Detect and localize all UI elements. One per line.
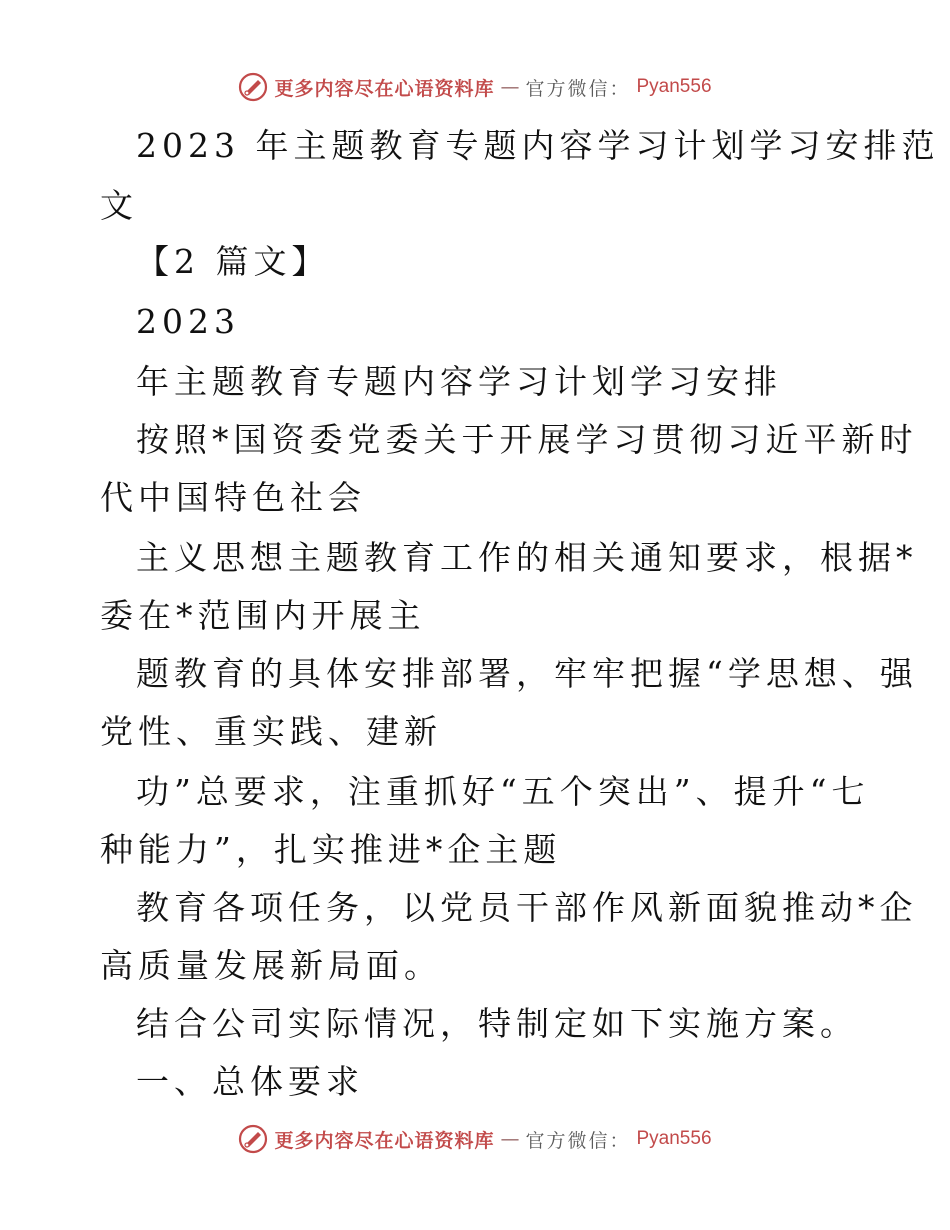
- watermark-official-label: 官方微信：: [525, 77, 631, 100]
- watermark-brand: 更多内容尽在心语资料库: [274, 77, 495, 100]
- document-title-line-1: 2023 年主题教育专题内容学习计划学习安排范: [136, 126, 940, 165]
- watermark-footer: [0, 1124, 950, 1154]
- watermark-account: Pyan556: [636, 76, 712, 97]
- document-subtitle: 【2 篇文】: [136, 242, 330, 281]
- paragraph-line: 题教育的具体安排部署，牢牢把握“学思想、强: [136, 654, 918, 693]
- watermark-dash: —: [500, 1128, 520, 1150]
- watermark-official-label: 官方微信：: [525, 1129, 631, 1152]
- paragraph-line: 党性、重实践、建新: [100, 712, 442, 751]
- paragraph-line: 主义思想主题教育工作的相关通知要求，根据*: [136, 538, 918, 577]
- paragraph-line: 高质量发展新局面。: [100, 946, 442, 985]
- paragraph-line: 委在*范围内开展主: [100, 596, 426, 635]
- brand-logo-icon: [238, 72, 268, 102]
- watermark-account: Pyan556: [636, 1128, 712, 1149]
- section-heading: 一、总体要求: [136, 1062, 364, 1101]
- paragraph-line: 年主题教育专题内容学习计划学习安排: [136, 362, 782, 401]
- paragraph-line: 按照*国资委党委关于开展学习贯彻习近平新时: [136, 420, 918, 459]
- watermark-header: [0, 72, 950, 102]
- paragraph-line: 功”总要求，注重抓好“五个突出”、提升“七: [136, 772, 870, 811]
- brand-logo-icon: [238, 1124, 268, 1154]
- paragraph-line: 教育各项任务，以党员干部作风新面貌推动*企: [136, 888, 918, 927]
- watermark-dash: —: [500, 76, 520, 98]
- paragraph-line: 2023: [136, 302, 240, 341]
- watermark-brand: 更多内容尽在心语资料库: [274, 1129, 495, 1152]
- paragraph-line: 种能力”，扎实推进*企主题: [100, 830, 562, 869]
- paragraph-line: 代中国特色社会: [100, 478, 366, 517]
- paragraph-line: 结合公司实际情况，特制定如下实施方案。: [136, 1004, 858, 1043]
- document-title-line-2: 文: [100, 186, 138, 225]
